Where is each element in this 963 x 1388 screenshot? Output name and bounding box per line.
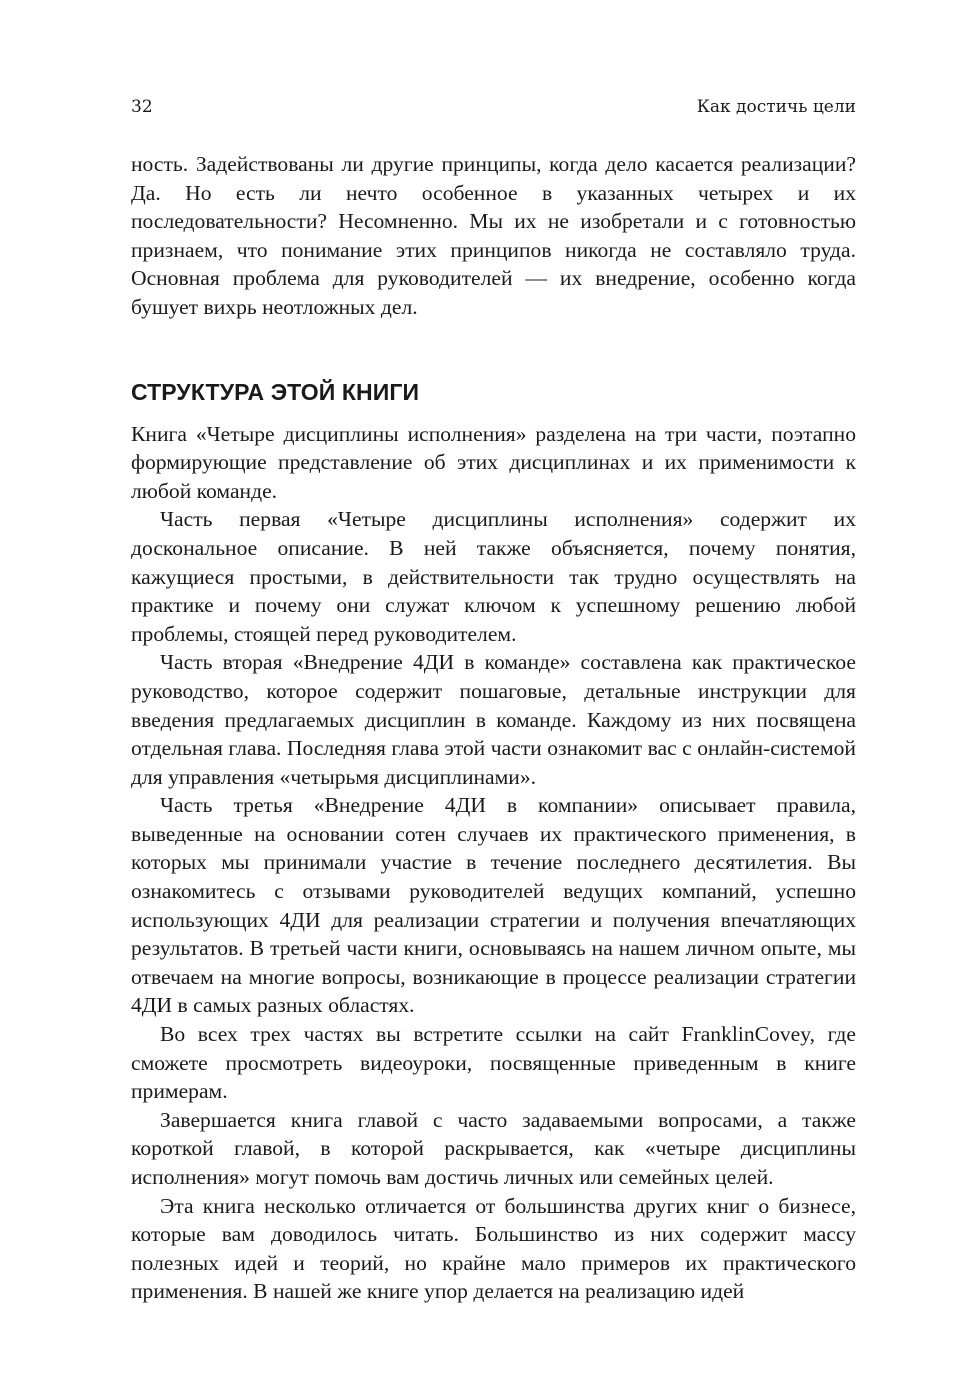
paragraph-difference: Эта книга несколько отличается от большинства других книг о бизнесе, которые вам доводилось читать. Большинство из них содержит массу полезных идей и теорий, но крайне мало примеров их практического применения. В нашей же книге упор делается на реализацию идей [131, 1193, 856, 1304]
running-header [131, 96, 856, 118]
body-text [131, 150, 856, 1306]
continued-paragraph: ность. Задействованы ли другие принципы, когда дело касается реализации? Да. Но есть ли нечто особенное в указанных четырех и их последовательности? Несомненно. Мы их не изобретали и с готовностью признаем, что понимание этих принципов никогда не составляло труда. Основная проблема для руководителей — их внедрение, особенно когда бушует вихрь неотложных дел. [131, 152, 856, 319]
section-heading: СТРУКТУРА ЭТОЙ КНИГИ [131, 378, 420, 405]
page-number: 32 [131, 97, 153, 117]
paragraph-intro: Книга «Четыре дисциплины исполнения» разделена на три части, поэтапно формирующие представление об этих дисциплинах и их применимости к любой команде. [131, 421, 856, 503]
paragraph-website: Во всех трех частях вы встретите ссылки на сайт FranklinCovey, где сможете просмотреть видеоуроки, посвященные приведенным в книге примерам. [131, 1022, 856, 1104]
running-title: Как достичь цели [696, 97, 856, 117]
paragraph-part-three: Часть третья «Внедрение 4ДИ в компании» описывает правила, выведенные на основании сотен случаев их практического применения, в которых мы принимали участие в течение последнего десятилетия. Вы ознакомитесь с отзывами руководителей ведущих компаний, успешно использующих 4ДИ для реализации стратегии и получения впечатляющих результатов. В третьей части книги, основываясь на нашем личном опыте, мы отвечаем на многие вопросы, возникающие в процессе реализации стратегии 4ДИ в самых разных областях. [131, 793, 856, 1018]
paragraph-part-one: Часть первая «Четыре дисциплины исполнения» содержит их доскональное описание. В ней также объясняется, почему понятия, кажущиеся простыми, в действительности так трудно осуществлять на практике и почему они служат ключом к успешному решению любой проблемы, стоящей перед руководителем. [131, 507, 856, 646]
paragraph-part-two: Часть вторая «Внедрение 4ДИ в команде» составлена как практическое руководство, которое содержит пошаговые, детальные инструкции для введения предлагаемых дисциплин в команде. Каждому из них посвящена отдельная глава. Последняя глава этой части ознакомит вас с онлайн-системой для управления «четырьмя дисциплинами». [131, 650, 856, 789]
paragraph-faq: Завершается книга главой с часто задаваемыми вопросами, а также короткой главой, в которой раскрывается, как «четыре дисциплины исполнения» могут помочь вам достичь личных или семейных целей. [131, 1107, 856, 1189]
